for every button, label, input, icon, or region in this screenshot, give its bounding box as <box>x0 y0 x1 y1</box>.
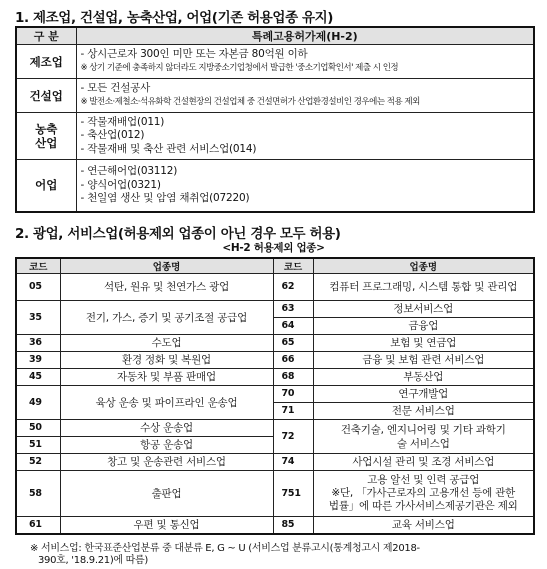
table-row <box>16 369 534 386</box>
industry-code: 70 <box>273 386 313 403</box>
table-row <box>16 79 534 113</box>
industry-name: 교육 서비스업 <box>313 517 534 535</box>
industry-name: 우편 및 통신업 <box>60 517 273 535</box>
table-row <box>16 45 534 79</box>
table-row <box>16 386 534 403</box>
industry-code: 50 <box>16 420 60 437</box>
category-agriculture: 농축 산업 <box>16 113 76 160</box>
industry-name: 연구개발업 <box>313 386 534 403</box>
footnote-line: 390호, '18.9.21)에 따름) <box>38 555 148 566</box>
industry-name: 정보서비스업 <box>313 301 534 318</box>
header-industry-left: 업종명 <box>60 258 273 274</box>
table-row <box>16 274 534 301</box>
industry-name-note: 법률」에 따른 가사서비스제공기관은 제외 <box>328 500 518 512</box>
industry-code: 36 <box>16 335 60 352</box>
industry-name: 부동산업 <box>313 369 534 386</box>
industry-name: 수상 운송업 <box>60 420 273 437</box>
industry-name: 자동차 및 부품 판매업 <box>60 369 273 386</box>
header-h2: 특례고용허가제(H-2) <box>76 27 534 45</box>
industry-name <box>313 471 534 517</box>
industry-name-line: 건축기술, 엔지니어링 및 기타 과학기 <box>340 423 506 436</box>
table-row <box>16 301 534 318</box>
industry-code: 39 <box>16 352 60 369</box>
industry-code: 751 <box>273 471 313 517</box>
description-note: ※ 발전소·제철소·석유화학 건설현장의 건설업체 중 건설면허가 산업환경설비인 경우에는 적용 제외 <box>80 96 420 107</box>
table-row <box>16 454 534 471</box>
industry-code: 62 <box>273 274 313 301</box>
industry-name: 보험 및 연금업 <box>313 335 534 352</box>
industry-code: 63 <box>273 301 313 318</box>
industry-name: 금융업 <box>313 318 534 335</box>
table-header-row <box>16 258 534 274</box>
description-line: - 축산업(012) <box>80 129 145 142</box>
industry-name-line: 고용 알선 및 인력 공급업 <box>367 474 480 486</box>
industry-code: 71 <box>273 403 313 420</box>
industry-code: 65 <box>273 335 313 352</box>
category-manufacturing: 제조업 <box>16 45 76 79</box>
description-line: - 작물재배업(011) <box>80 115 165 128</box>
industry-name: 육상 운송 및 파이프라인 운송업 <box>60 386 273 420</box>
industry-code: 35 <box>16 301 60 335</box>
industry-code: 49 <box>16 386 60 420</box>
industry-code: 61 <box>16 517 60 535</box>
section1-title: 1. 제조업, 건설업, 농축산업, 어업(기존 허용업종 유지) <box>15 10 334 26</box>
row-description <box>76 160 534 212</box>
row-description <box>76 79 534 113</box>
section2-title: 2. 광업, 서비스업(허용제외 업종이 아닌 경우 모두 허용) <box>15 226 341 242</box>
header-industry-right: 업종명 <box>313 258 534 274</box>
industry-code: 45 <box>16 369 60 386</box>
industry-code: 72 <box>273 420 313 454</box>
industry-name: 전문 서비스업 <box>313 403 534 420</box>
table-row <box>16 160 534 212</box>
industry-code: 85 <box>273 517 313 535</box>
industry-code: 52 <box>16 454 60 471</box>
excluded-industries-subtitle: <H-2 허용제외 업종> <box>222 242 325 254</box>
footnote-line: ※ 서비스업: 한국표준산업분류 중 대분류 E, G ~ U (서비스업 분류고시(통계청고시 제2018- <box>30 543 420 554</box>
industry-name: 출판업 <box>60 471 273 517</box>
table-row <box>16 471 534 517</box>
excluded-industries-table <box>15 257 535 535</box>
industry-name: 환경 정화 및 복원업 <box>60 352 273 369</box>
industry-code: 64 <box>273 318 313 335</box>
industry-name: 석탄, 원유 및 천연가스 광업 <box>60 274 273 301</box>
industry-code: 05 <box>16 274 60 301</box>
description-line: - 양식어업(0321) <box>80 178 161 191</box>
table-header-row <box>16 27 534 45</box>
footnote <box>30 543 420 567</box>
industry-code: 68 <box>273 369 313 386</box>
row-description <box>76 45 534 79</box>
header-code-right: 코드 <box>273 258 313 274</box>
description-line: - 작물재배 및 축산 관련 서비스업(014) <box>80 142 257 155</box>
industry-name-line: 술 서비스업 <box>396 437 450 450</box>
industry-name: 금융 및 보험 관련 서비스업 <box>313 352 534 369</box>
table-row <box>16 113 534 160</box>
special-employment-table <box>15 26 535 213</box>
industry-name: 사업시설 관리 및 조경 서비스업 <box>313 454 534 471</box>
table-row <box>16 517 534 535</box>
category-construction: 건설업 <box>16 79 76 113</box>
industry-name: 컴퓨터 프로그래밍, 시스템 통합 및 관리업 <box>313 274 534 301</box>
industry-name: 항공 운송업 <box>60 437 273 454</box>
industry-code: 66 <box>273 352 313 369</box>
header-category: 구 분 <box>16 27 76 45</box>
industry-name: 수도업 <box>60 335 273 352</box>
table-row <box>16 420 534 437</box>
category-fishery: 어업 <box>16 160 76 212</box>
industry-code: 74 <box>273 454 313 471</box>
row-description <box>76 113 534 160</box>
industry-name-note: ※단, 「가사근로자의 고용개선 등에 관한 <box>331 487 516 499</box>
industry-code: 51 <box>16 437 60 454</box>
description-line: - 상시근로자 300인 미만 또는 자본금 80억원 이하 <box>80 48 308 60</box>
header-code-left: 코드 <box>16 258 60 274</box>
table-row <box>16 335 534 352</box>
table-row <box>16 352 534 369</box>
industry-name: 창고 및 운송관련 서비스업 <box>60 454 273 471</box>
description-line: - 모든 건설공사 <box>80 82 151 94</box>
industry-name: 전기, 가스, 증기 및 공기조절 공급업 <box>60 301 273 335</box>
description-note: ※ 상기 기준에 충족하지 않더라도 지방중소기업청에서 발급한 '중소기업확인서' 제출 시 인정 <box>80 62 399 73</box>
description-line: - 연근해어업(03112) <box>80 165 178 177</box>
description-line: - 천일염 생산 및 암염 채취업(07220) <box>80 192 250 204</box>
industry-code: 58 <box>16 471 60 517</box>
industry-name <box>313 420 534 454</box>
